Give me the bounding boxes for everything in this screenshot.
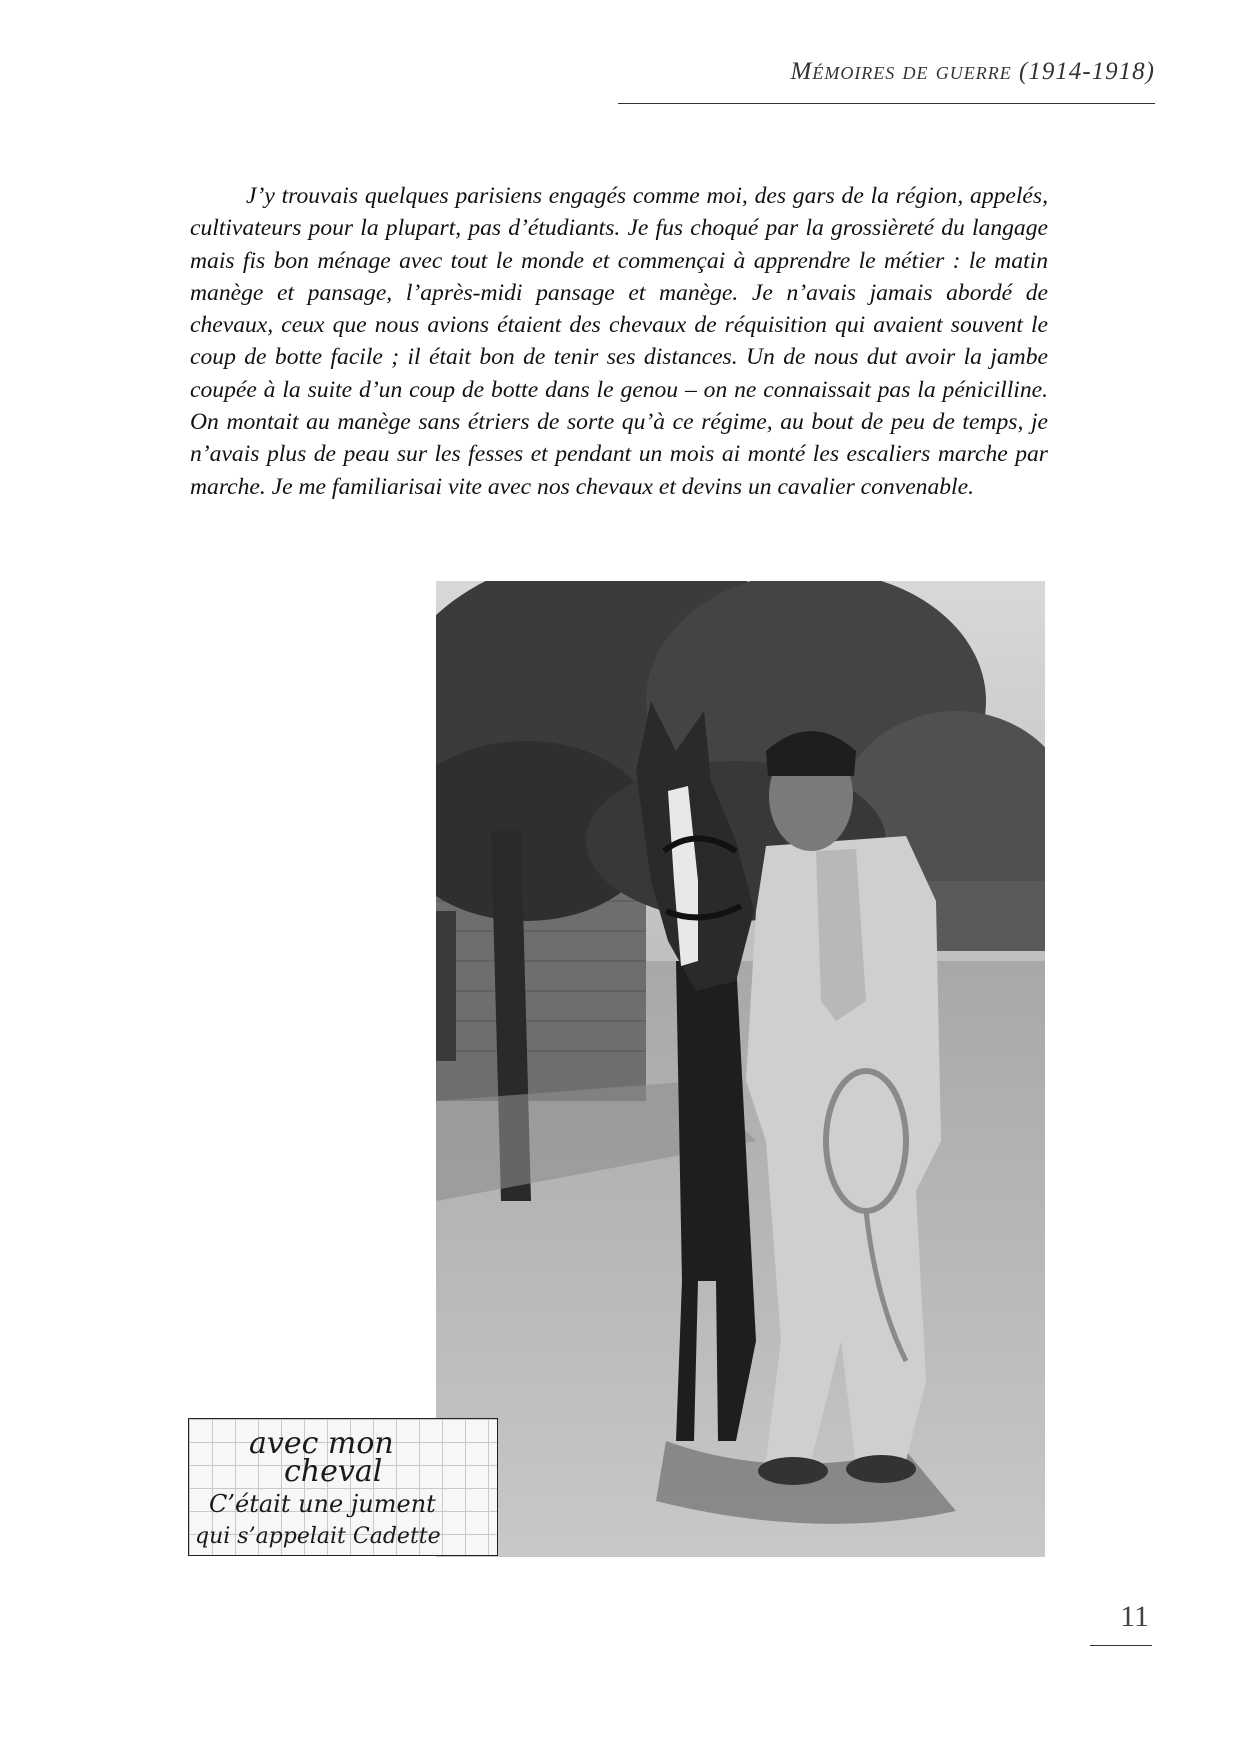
body-paragraph: J’y trouvais quelques parisiens engagés comme moi, des gars de la région, appelés, cultivateurs pour la plupart, pas d’étudiants. Je fus choqué par la grossièreté du langage mais fis bon ménage avec tout le monde et commençai à apprendre le métier : le matin manège et pansage, l’après-midi pansage et manège. Je n’avais jamais abordé de chevaux, ceux que nous avions étaient des chevaux de réquisition qui avaient souvent le coup de botte facile ; il était bon de tenir ses distances. Un de nous dut avoir la jambe coupée à la suite d’un coup de botte dans le genou – on ne connaissait pas la pénicilline. On montait au manège sans étriers de sorte qu’à ce régime, au bout de peu de temps, je n’avais plus de peau sur les fesses et pendant un mois ai monté les escaliers marche par marche. Je me familiarisai vite avec nos chevaux et devins un cavalier convenable.: [190, 183, 1048, 500]
note-line-2: cheval: [284, 1454, 383, 1489]
page-number: 11: [1120, 1600, 1149, 1633]
note-line-4: qui s’appelait Cadette: [195, 1524, 441, 1549]
running-title: Mémoires de guerre (1914-1918): [790, 58, 1155, 85]
note-line-1: avec mon: [249, 1426, 394, 1461]
running-header: [615, 58, 1155, 86]
footer-rule: [1090, 1645, 1152, 1646]
handwritten-note: [188, 1418, 498, 1556]
man-holding-horse-photo: [436, 581, 1045, 1557]
note-line-3: C’était une jument: [209, 1490, 436, 1518]
header-rule: [618, 103, 1155, 104]
